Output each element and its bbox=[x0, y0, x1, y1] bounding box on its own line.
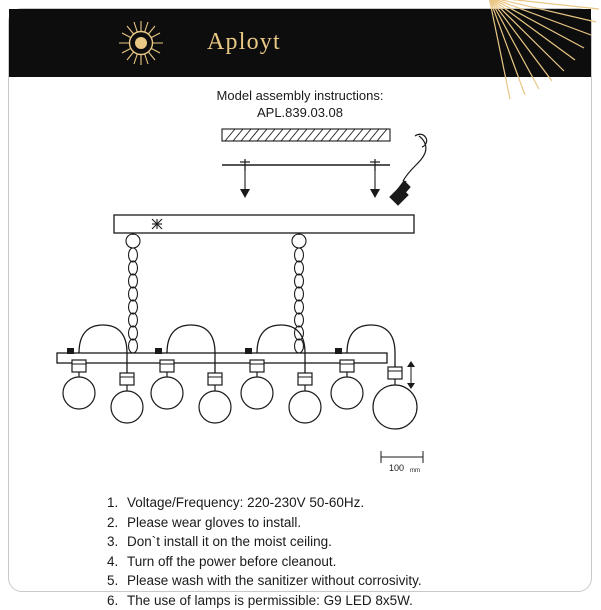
list-item-text: Please wash with the sanitizer without corrosivity. bbox=[127, 571, 577, 591]
scale-label: 100 bbox=[389, 463, 404, 473]
list-item-text: The use of lamps is permissible: G9 LED 8x5W. bbox=[127, 591, 577, 610]
list-item-text: Don`t install it on the moist ceiling. bbox=[127, 532, 577, 552]
list-item bbox=[107, 493, 577, 513]
header-band bbox=[9, 9, 591, 77]
list-item bbox=[107, 532, 577, 552]
list-item-number: 4. bbox=[107, 552, 127, 572]
pendant-lamp-assembly-diagram bbox=[9, 115, 593, 485]
list-item-number: 1. bbox=[107, 493, 127, 513]
instructions-list bbox=[107, 493, 577, 610]
list-item bbox=[107, 552, 577, 572]
sunburst-circle-icon bbox=[117, 19, 165, 67]
list-item-text: Turn off the power before cleanout. bbox=[127, 552, 577, 572]
list-item-text: Please wear gloves to install. bbox=[127, 513, 577, 533]
list-item-number: 2. bbox=[107, 513, 127, 533]
list-item bbox=[107, 513, 577, 533]
model-instructions-title: Model assembly instructions: bbox=[9, 87, 591, 104]
list-item-number: 6. bbox=[107, 591, 127, 610]
list-item-number: 5. bbox=[107, 571, 127, 591]
sheet-border bbox=[8, 8, 592, 592]
list-item-number: 3. bbox=[107, 532, 127, 552]
brand-name: Aployt bbox=[207, 29, 281, 56]
list-item-text: Voltage/Frequency: 220-230V 50-60Hz. bbox=[127, 493, 577, 513]
list-item bbox=[107, 571, 577, 591]
model-code: APL.839.03.08 bbox=[9, 104, 591, 121]
list-item bbox=[107, 591, 577, 610]
radiating-rays-icon bbox=[411, 0, 601, 101]
scale-unit: mm bbox=[410, 468, 420, 474]
